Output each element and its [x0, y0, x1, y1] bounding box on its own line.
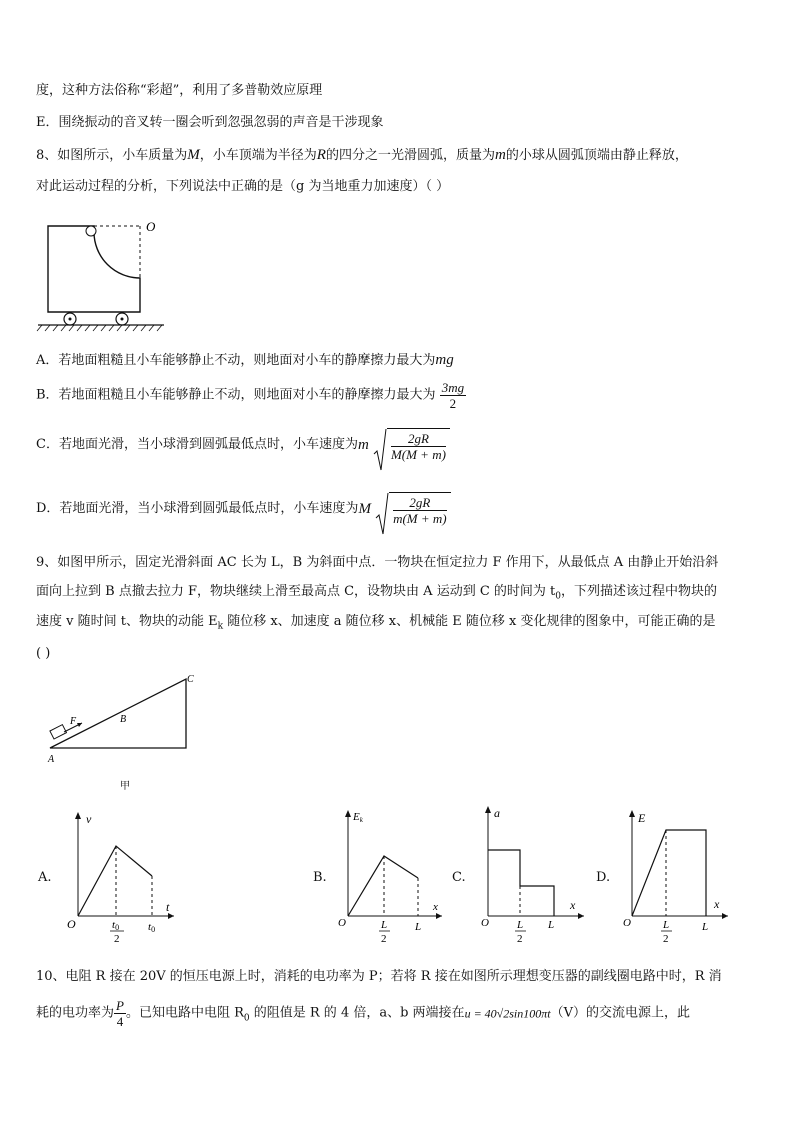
tick-den: 2 [517, 933, 523, 945]
tick-num: L [381, 919, 388, 931]
fraction: $\frac{P}{4}$ [116, 998, 124, 1029]
tick-num: t0 [112, 919, 120, 932]
graph-A-label: A. [38, 870, 52, 885]
x-axis-label: x [570, 898, 576, 912]
text-line: 度，这种方法俗称“彩超”，利用了多普勒效应原理 [36, 83, 323, 98]
origin-label: O [67, 917, 76, 931]
question-8-line-2: 对此运动过程的分析，下列说法中正确的是（g 为当地重力加速度）（ ） [36, 179, 450, 194]
tick-L: L [548, 919, 555, 931]
question-10-line-1: 10、电阻 R 接在 20V 的恒压电源上时，消耗的电功率为 P；若将 R 接在如图所示理想变压器的副线圈电路中时，R 消 [36, 969, 722, 984]
figure-caption: 甲 [120, 781, 130, 792]
origin-label: O [338, 917, 346, 929]
point-O-label: O [146, 219, 156, 234]
option-D-8: D．若地面光滑，当小球滑到圆弧最低点时，小车速度为M $\frac{2gR}{m(M + m)}$ [36, 492, 451, 526]
x-axis-label: t [166, 900, 170, 914]
y-axis-label: Ek [353, 811, 363, 824]
point-A-label: A [48, 754, 55, 765]
x-axis-label: x [714, 897, 720, 911]
incline-figure [36, 672, 206, 797]
graph-A [62, 808, 182, 945]
tick-L: L [415, 921, 422, 933]
tick-den: 2 [114, 933, 120, 945]
option-C-8: C．若地面光滑，当小球滑到圆弧最低点时，小车速度为m $\frac{2gR}{M(M + m)}$ [36, 428, 450, 462]
tick-den: 2 [663, 933, 669, 945]
option-B-8: B．若地面粗糙且小车能够静止不动，则地面对小车的静摩擦力最大为 $\frac{3mg}{2}$ [36, 380, 465, 411]
tick-L: L [702, 921, 709, 933]
graph-B [336, 808, 446, 948]
question-10-line-2: 耗的电功率为 $\frac{P}{4}$ 。已知电路中电阻 $R_0$ 的阻值是 R 的 4 倍，a、b 两端接在u = 40√2sin100πt（V）的交流电源上，此 [36, 998, 690, 1029]
y-axis-label: a [494, 806, 500, 820]
origin-label: O [481, 917, 489, 929]
question-9-line-1: 9、如图甲所示，固定光滑斜面 AC 长为 L，B 为斜面中点．一物块在恒定拉力 F 作用下，从最低点 A 由静止开始沿斜 [36, 555, 719, 570]
voltage-formula: u = 40√2sin100πt [464, 1006, 551, 1021]
graph-C [478, 802, 588, 948]
tick-num: L [663, 919, 670, 931]
force-F-label: F [70, 716, 77, 727]
fraction: $\frac{3mg}{2}$ [441, 380, 465, 411]
tick-t0: t0 [148, 921, 156, 934]
question-9-line-3: 速度 v 随时间 t、物块的动能 $E_k$ 随位移 x、加速度 a 随位移 x、机械能 E 随位移 x 变化规律的图象中，可能正确的是 [36, 614, 716, 632]
point-C-label: C [187, 674, 194, 685]
option-A-8: A．若地面粗糙且小车能够静止不动，则地面对小车的静摩擦力最大为mg [36, 352, 454, 368]
origin-label: O [623, 917, 631, 929]
y-axis-label: E [638, 811, 646, 825]
y-axis-label: v [86, 812, 92, 826]
graph-B-label: B. [313, 870, 327, 885]
graph-C-label: C. [452, 870, 466, 885]
x-axis-label: x [433, 901, 438, 913]
cart-figure [36, 218, 176, 333]
tick-den: 2 [381, 933, 387, 945]
square-root: $\frac{2gR}{M(M + m)}$ [373, 428, 450, 462]
question-8-line-1: 8、如图所示，小车质量为M，小车顶端为半径为R的四分之一光滑圆弧，质量为m的小球从圆弧顶端由静止释放， [36, 147, 688, 163]
tick-num: L [517, 919, 524, 931]
question-9-line-4: ( ) [36, 646, 51, 661]
square-root: $\frac{2gR}{m(M + m)}$ [375, 492, 451, 526]
graph-D [620, 808, 735, 948]
question-9-line-2: 面向上拉到 B 点撤去拉力 F，物块继续上滑至最高点 C，设物块由 A 运动到 C 的时间为 $t_0$，下列描述该过程中物块的 [36, 584, 718, 602]
point-B-label: B [120, 714, 127, 725]
graph-D-label: D. [596, 870, 611, 885]
option-E-text: E．围绕振动的音叉转一圈会听到忽强忽弱的声音是干涉现象 [36, 115, 384, 130]
